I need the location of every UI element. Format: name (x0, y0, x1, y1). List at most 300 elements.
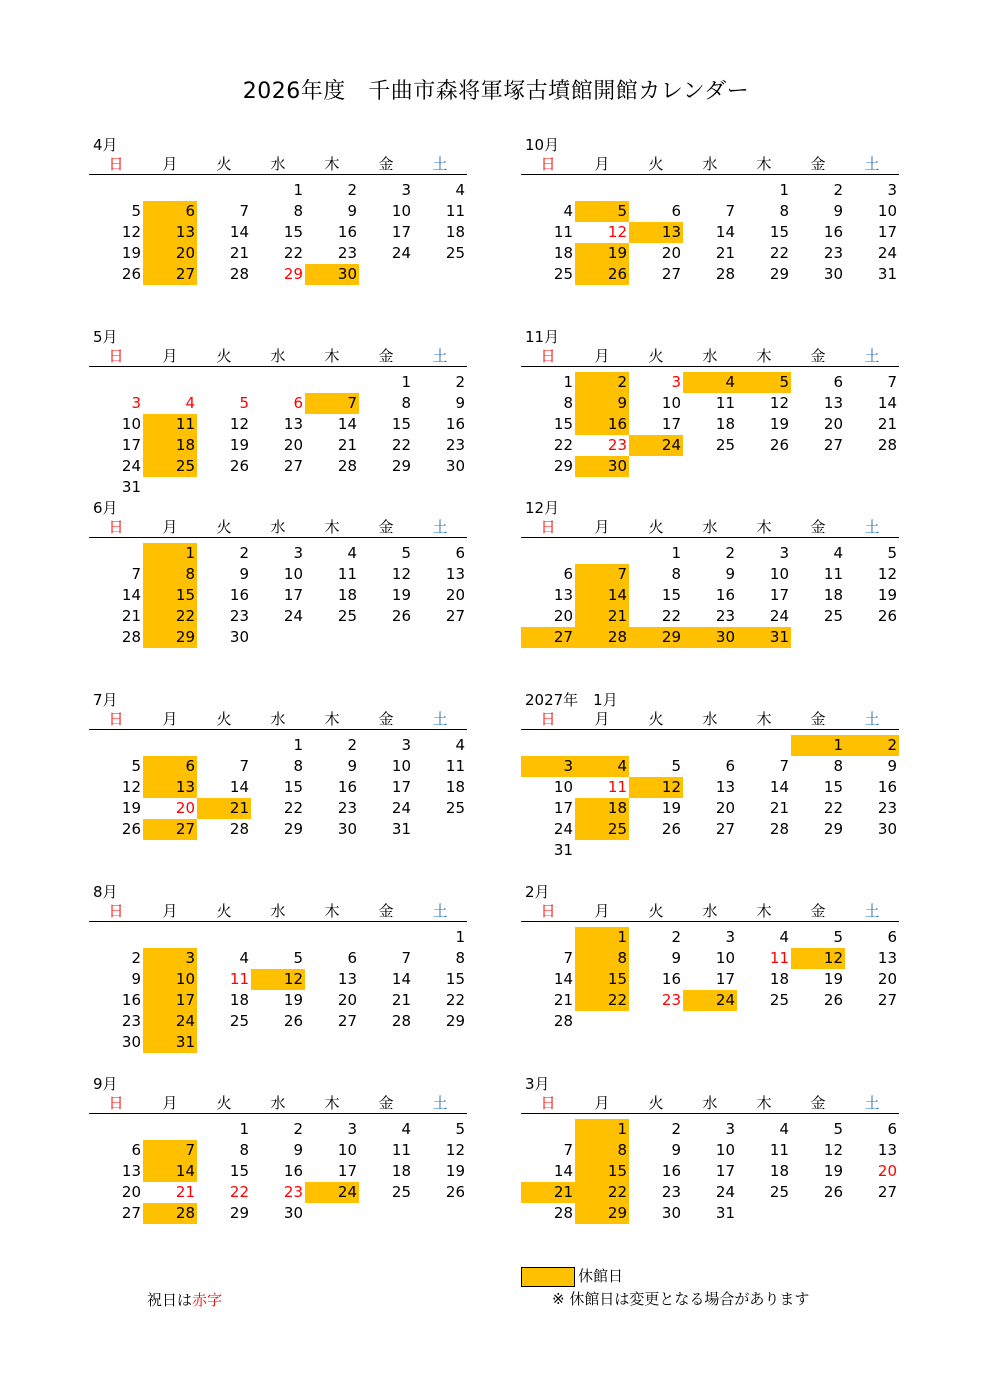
day-cell: 12 (229, 415, 249, 433)
day-cell: 30 (337, 820, 357, 838)
day-cell: 17 (715, 970, 735, 988)
day-cell: 18 (553, 244, 573, 262)
day-cell: 22 (823, 799, 843, 817)
day-cell: 10 (769, 565, 789, 583)
day-cell: 20 (877, 970, 897, 988)
day-cell: 29 (391, 457, 411, 475)
day-cell: 21 (553, 991, 573, 1009)
day-cell: 8 (671, 565, 681, 583)
day-cell: 27 (877, 1183, 897, 1201)
weekday-label: 木 (324, 347, 340, 365)
day-cell: 7 (725, 202, 735, 220)
day-cell: 13 (337, 970, 357, 988)
day-cell: 17 (337, 1162, 357, 1180)
day-cell: 12 (877, 565, 897, 583)
day-cell: 14 (121, 586, 141, 604)
weekday-label: 土 (864, 710, 880, 728)
day-cell: 23 (607, 436, 627, 454)
day-cell: 27 (445, 607, 465, 625)
day-cell: 13 (823, 394, 843, 412)
weekday-label: 水 (270, 155, 286, 173)
day-cell: 14 (553, 1162, 573, 1180)
day-cell: 7 (239, 202, 249, 220)
day-cell: 19 (391, 586, 411, 604)
day-cell: 2 (131, 949, 141, 967)
weekday-label: 日 (108, 710, 124, 728)
weekday-label: 月 (162, 347, 178, 365)
day-cell: 6 (725, 757, 735, 775)
day-cell: 2 (347, 736, 357, 754)
day-cell: 14 (391, 970, 411, 988)
day-cell: 18 (229, 991, 249, 1009)
day-cell: 23 (283, 1183, 303, 1201)
day-cell: 15 (229, 1162, 249, 1180)
day-cell: 27 (337, 1012, 357, 1030)
day-cell: 11 (445, 202, 465, 220)
day-cell: 26 (229, 457, 249, 475)
closed-day-cell: 31 (143, 1032, 197, 1053)
day-cell: 20 (121, 1183, 141, 1201)
closed-day-cell: 12 (629, 777, 683, 798)
day-cell: 4 (239, 949, 249, 967)
day-cell: 8 (779, 202, 789, 220)
weekday-label: 水 (270, 710, 286, 728)
day-cell: 5 (401, 544, 411, 562)
day-cell: 25 (769, 991, 789, 1009)
weekday-label: 月 (594, 155, 610, 173)
day-cell: 28 (391, 1012, 411, 1030)
day-cell: 20 (715, 799, 735, 817)
weekday-header (521, 1094, 899, 1114)
day-cell: 2 (671, 1120, 681, 1138)
day-cell: 28 (877, 436, 897, 454)
closed-day-change-note: ※ 休館日は変更となる場合があります (552, 1290, 810, 1308)
month-label: 5月 (93, 328, 118, 346)
closed-day-cell: 24 (305, 1182, 359, 1203)
month-label: 3月 (525, 1075, 550, 1093)
day-cell: 8 (833, 757, 843, 775)
day-cell: 27 (283, 457, 303, 475)
day-cell: 29 (823, 820, 843, 838)
weekday-label: 金 (810, 902, 826, 920)
weekday-label: 日 (540, 155, 556, 173)
day-cell: 8 (293, 757, 303, 775)
weekday-label: 水 (702, 902, 718, 920)
closed-day-cell: 8 (575, 1140, 629, 1161)
closed-day-cell: 21 (575, 606, 629, 627)
day-cell: 12 (121, 223, 141, 241)
weekday-header (521, 155, 899, 175)
day-cell: 31 (715, 1204, 735, 1222)
day-cell: 4 (455, 181, 465, 199)
holiday-note-red-text: 赤字 (192, 1291, 223, 1309)
day-cell: 21 (715, 244, 735, 262)
closed-day-cell: 28 (575, 627, 629, 648)
weekday-label: 火 (648, 1094, 664, 1112)
day-cell: 14 (769, 778, 789, 796)
weekday-label: 金 (378, 347, 394, 365)
weekday-label: 土 (864, 518, 880, 536)
weekday-label: 金 (378, 1094, 394, 1112)
day-cell: 11 (337, 565, 357, 583)
day-cell: 29 (283, 265, 303, 283)
weekday-label: 日 (108, 347, 124, 365)
month-label: 8月 (93, 883, 118, 901)
closed-day-cell: 8 (143, 564, 197, 585)
day-cell: 15 (391, 415, 411, 433)
day-cell: 17 (661, 415, 681, 433)
day-cell: 6 (887, 928, 897, 946)
closed-day-cell: 13 (629, 222, 683, 243)
day-cell: 1 (779, 181, 789, 199)
day-cell: 9 (239, 565, 249, 583)
day-cell: 13 (715, 778, 735, 796)
weekday-label: 火 (216, 710, 232, 728)
day-cell: 24 (121, 457, 141, 475)
closed-day-cell: 29 (629, 627, 683, 648)
day-cell: 20 (445, 586, 465, 604)
weekday-label: 木 (324, 710, 340, 728)
closed-day-cell: 29 (575, 1203, 629, 1224)
day-cell: 20 (661, 244, 681, 262)
day-cell: 26 (823, 991, 843, 1009)
day-cell: 14 (553, 970, 573, 988)
page-title: 2026年度 千曲市森将軍塚古墳館開館カレンダー (242, 79, 750, 104)
day-cell: 11 (445, 757, 465, 775)
day-cell: 13 (553, 586, 573, 604)
weekday-label: 土 (432, 518, 448, 536)
weekday-label: 水 (270, 902, 286, 920)
day-cell: 26 (445, 1183, 465, 1201)
day-cell: 3 (725, 1120, 735, 1138)
weekday-label: 火 (648, 518, 664, 536)
day-cell: 23 (121, 1012, 141, 1030)
weekday-label: 土 (864, 902, 880, 920)
closed-day-cell: 21 (521, 1182, 575, 1203)
weekday-label: 月 (594, 347, 610, 365)
day-cell: 23 (661, 1183, 681, 1201)
day-cell: 24 (877, 244, 897, 262)
day-cell: 9 (725, 565, 735, 583)
day-cell: 23 (445, 436, 465, 454)
day-cell: 13 (877, 1141, 897, 1159)
day-cell: 24 (283, 607, 303, 625)
month-label: 9月 (93, 1075, 118, 1093)
weekday-label: 金 (378, 155, 394, 173)
day-cell: 25 (769, 1183, 789, 1201)
weekday-label: 木 (756, 347, 772, 365)
day-cell: 20 (283, 436, 303, 454)
closed-day-cell: 21 (197, 798, 251, 819)
day-cell: 12 (769, 394, 789, 412)
day-cell: 18 (445, 778, 465, 796)
weekday-label: 火 (648, 155, 664, 173)
day-cell: 30 (445, 457, 465, 475)
day-cell: 27 (877, 991, 897, 1009)
day-cell: 11 (769, 949, 789, 967)
day-cell: 17 (715, 1162, 735, 1180)
closed-day-cell: 1 (143, 543, 197, 564)
weekday-label: 月 (162, 155, 178, 173)
closed-day-legend-label: 休館日 (578, 1267, 624, 1285)
day-cell: 25 (445, 799, 465, 817)
day-cell: 10 (715, 1141, 735, 1159)
weekday-header (521, 710, 899, 730)
day-cell: 27 (715, 820, 735, 838)
day-cell: 1 (239, 1120, 249, 1138)
day-cell: 5 (239, 394, 249, 412)
month-label: 7月 (93, 691, 118, 709)
closed-day-cell: 24 (683, 990, 737, 1011)
closed-day-cell: 20 (143, 243, 197, 264)
month-label: 11月 (525, 328, 560, 346)
closed-day-cell: 1 (575, 927, 629, 948)
closed-day-cell: 22 (143, 606, 197, 627)
day-cell: 26 (283, 1012, 303, 1030)
day-cell: 1 (401, 373, 411, 391)
closed-day-legend-swatch (521, 1267, 575, 1287)
day-cell: 28 (121, 628, 141, 646)
day-cell: 15 (661, 586, 681, 604)
day-cell: 3 (887, 181, 897, 199)
day-cell: 28 (769, 820, 789, 838)
day-cell: 26 (391, 607, 411, 625)
day-cell: 12 (607, 223, 627, 241)
day-cell: 20 (337, 991, 357, 1009)
weekday-label: 日 (108, 1094, 124, 1112)
closed-day-cell: 27 (143, 264, 197, 285)
day-cell: 6 (671, 202, 681, 220)
closed-day-cell: 22 (575, 990, 629, 1011)
weekday-label: 金 (810, 155, 826, 173)
weekday-label: 木 (324, 1094, 340, 1112)
day-cell: 19 (823, 970, 843, 988)
day-cell: 6 (131, 1141, 141, 1159)
closed-day-cell: 7 (305, 393, 359, 414)
day-cell: 19 (823, 1162, 843, 1180)
day-cell: 20 (877, 1162, 897, 1180)
weekday-label: 月 (162, 710, 178, 728)
day-cell: 29 (283, 820, 303, 838)
weekday-label: 火 (216, 1094, 232, 1112)
closed-day-cell: 17 (143, 990, 197, 1011)
day-cell: 19 (877, 586, 897, 604)
weekday-label: 月 (162, 902, 178, 920)
day-cell: 2 (725, 544, 735, 562)
weekday-label: 水 (270, 1094, 286, 1112)
day-cell: 20 (553, 607, 573, 625)
closed-day-cell: 25 (575, 819, 629, 840)
day-cell: 26 (121, 820, 141, 838)
day-cell: 1 (563, 373, 573, 391)
weekday-label: 木 (756, 1094, 772, 1112)
weekday-label: 木 (324, 518, 340, 536)
weekday-label: 木 (756, 155, 772, 173)
day-cell: 22 (283, 799, 303, 817)
day-cell: 4 (833, 544, 843, 562)
closed-day-cell: 11 (143, 414, 197, 435)
day-cell: 23 (337, 244, 357, 262)
day-cell: 15 (283, 223, 303, 241)
day-cell: 26 (769, 436, 789, 454)
month-label: 2月 (525, 883, 550, 901)
closed-day-cell: 13 (143, 777, 197, 798)
weekday-label: 木 (756, 518, 772, 536)
day-cell: 16 (823, 223, 843, 241)
day-cell: 25 (553, 265, 573, 283)
holiday-note (147, 1290, 222, 1310)
weekday-header (89, 347, 467, 367)
weekday-label: 木 (756, 902, 772, 920)
weekday-label: 土 (432, 902, 448, 920)
day-cell: 5 (833, 1120, 843, 1138)
closed-day-cell: 27 (143, 819, 197, 840)
day-cell: 23 (877, 799, 897, 817)
day-cell: 10 (553, 778, 573, 796)
day-cell: 6 (887, 1120, 897, 1138)
day-cell: 27 (661, 265, 681, 283)
day-cell: 10 (391, 757, 411, 775)
day-cell: 30 (121, 1033, 141, 1051)
day-cell: 15 (769, 223, 789, 241)
day-cell: 3 (725, 928, 735, 946)
day-cell: 5 (131, 202, 141, 220)
day-cell: 3 (293, 544, 303, 562)
day-cell: 18 (391, 1162, 411, 1180)
closed-day-cell: 1 (575, 1119, 629, 1140)
day-cell: 22 (661, 607, 681, 625)
closed-day-cell: 14 (143, 1161, 197, 1182)
closed-day-cell: 30 (683, 627, 737, 648)
weekday-label: 火 (216, 347, 232, 365)
day-cell: 22 (553, 436, 573, 454)
day-cell: 12 (121, 778, 141, 796)
day-cell: 25 (823, 607, 843, 625)
day-cell: 28 (715, 265, 735, 283)
day-cell: 3 (131, 394, 141, 412)
day-cell: 30 (283, 1204, 303, 1222)
day-cell: 21 (121, 607, 141, 625)
day-cell: 17 (391, 778, 411, 796)
weekday-label: 金 (378, 902, 394, 920)
day-cell: 26 (877, 607, 897, 625)
day-cell: 17 (283, 586, 303, 604)
day-cell: 13 (877, 949, 897, 967)
day-cell: 28 (229, 265, 249, 283)
weekday-label: 金 (810, 518, 826, 536)
weekday-label: 日 (108, 902, 124, 920)
day-cell: 2 (455, 373, 465, 391)
day-cell: 31 (391, 820, 411, 838)
day-cell: 15 (283, 778, 303, 796)
day-cell: 9 (671, 1141, 681, 1159)
weekday-label: 月 (162, 518, 178, 536)
closed-day-cell: 10 (143, 969, 197, 990)
day-cell: 16 (283, 1162, 303, 1180)
weekday-label: 月 (594, 902, 610, 920)
day-cell: 27 (121, 1204, 141, 1222)
day-cell: 23 (661, 991, 681, 1009)
closed-day-cell: 29 (143, 627, 197, 648)
day-cell: 19 (283, 991, 303, 1009)
day-cell: 10 (121, 415, 141, 433)
closed-day-cell: 8 (575, 948, 629, 969)
day-cell: 11 (715, 394, 735, 412)
day-cell: 26 (121, 265, 141, 283)
weekday-label: 月 (594, 518, 610, 536)
day-cell: 1 (671, 544, 681, 562)
closed-day-cell: 2 (845, 735, 899, 756)
day-cell: 9 (833, 202, 843, 220)
day-cell: 3 (401, 736, 411, 754)
day-cell: 19 (229, 436, 249, 454)
day-cell: 4 (779, 928, 789, 946)
closed-day-cell: 12 (791, 948, 845, 969)
day-cell: 11 (553, 223, 573, 241)
day-cell: 12 (445, 1141, 465, 1159)
day-cell: 9 (347, 757, 357, 775)
day-cell: 4 (401, 1120, 411, 1138)
day-cell: 5 (131, 757, 141, 775)
day-cell: 22 (445, 991, 465, 1009)
closed-day-cell: 24 (629, 435, 683, 456)
weekday-label: 水 (702, 518, 718, 536)
day-cell: 28 (553, 1012, 573, 1030)
day-cell: 19 (661, 799, 681, 817)
day-cell: 21 (229, 244, 249, 262)
day-cell: 2 (239, 544, 249, 562)
day-cell: 4 (185, 394, 195, 412)
day-cell: 7 (131, 565, 141, 583)
month-label: 6月 (93, 499, 118, 517)
day-cell: 4 (455, 736, 465, 754)
day-cell: 25 (445, 244, 465, 262)
day-cell: 12 (391, 565, 411, 583)
closed-day-cell: 6 (143, 756, 197, 777)
weekday-header (89, 155, 467, 175)
day-cell: 5 (833, 928, 843, 946)
closed-day-cell: 15 (143, 585, 197, 606)
day-cell: 28 (553, 1204, 573, 1222)
closed-day-cell: 4 (683, 372, 737, 393)
closed-day-cell: 6 (143, 201, 197, 222)
day-cell: 18 (715, 415, 735, 433)
day-cell: 10 (661, 394, 681, 412)
day-cell: 16 (877, 778, 897, 796)
closed-day-cell: 13 (143, 222, 197, 243)
weekday-label: 金 (810, 1094, 826, 1112)
day-cell: 4 (779, 1120, 789, 1138)
holiday-note-prefix: 祝日は (147, 1291, 193, 1309)
weekday-label: 水 (702, 155, 718, 173)
day-cell: 18 (769, 1162, 789, 1180)
day-cell: 11 (769, 1141, 789, 1159)
day-cell: 24 (769, 607, 789, 625)
day-cell: 17 (391, 223, 411, 241)
weekday-label: 日 (540, 518, 556, 536)
closed-day-cell: 3 (521, 756, 575, 777)
weekday-label: 水 (702, 710, 718, 728)
day-cell: 23 (715, 607, 735, 625)
day-cell: 5 (671, 757, 681, 775)
day-cell: 8 (239, 1141, 249, 1159)
day-cell: 31 (553, 841, 573, 859)
day-cell: 5 (887, 544, 897, 562)
day-cell: 13 (121, 1162, 141, 1180)
day-cell: 14 (337, 415, 357, 433)
weekday-label: 日 (540, 347, 556, 365)
day-cell: 21 (175, 1183, 195, 1201)
